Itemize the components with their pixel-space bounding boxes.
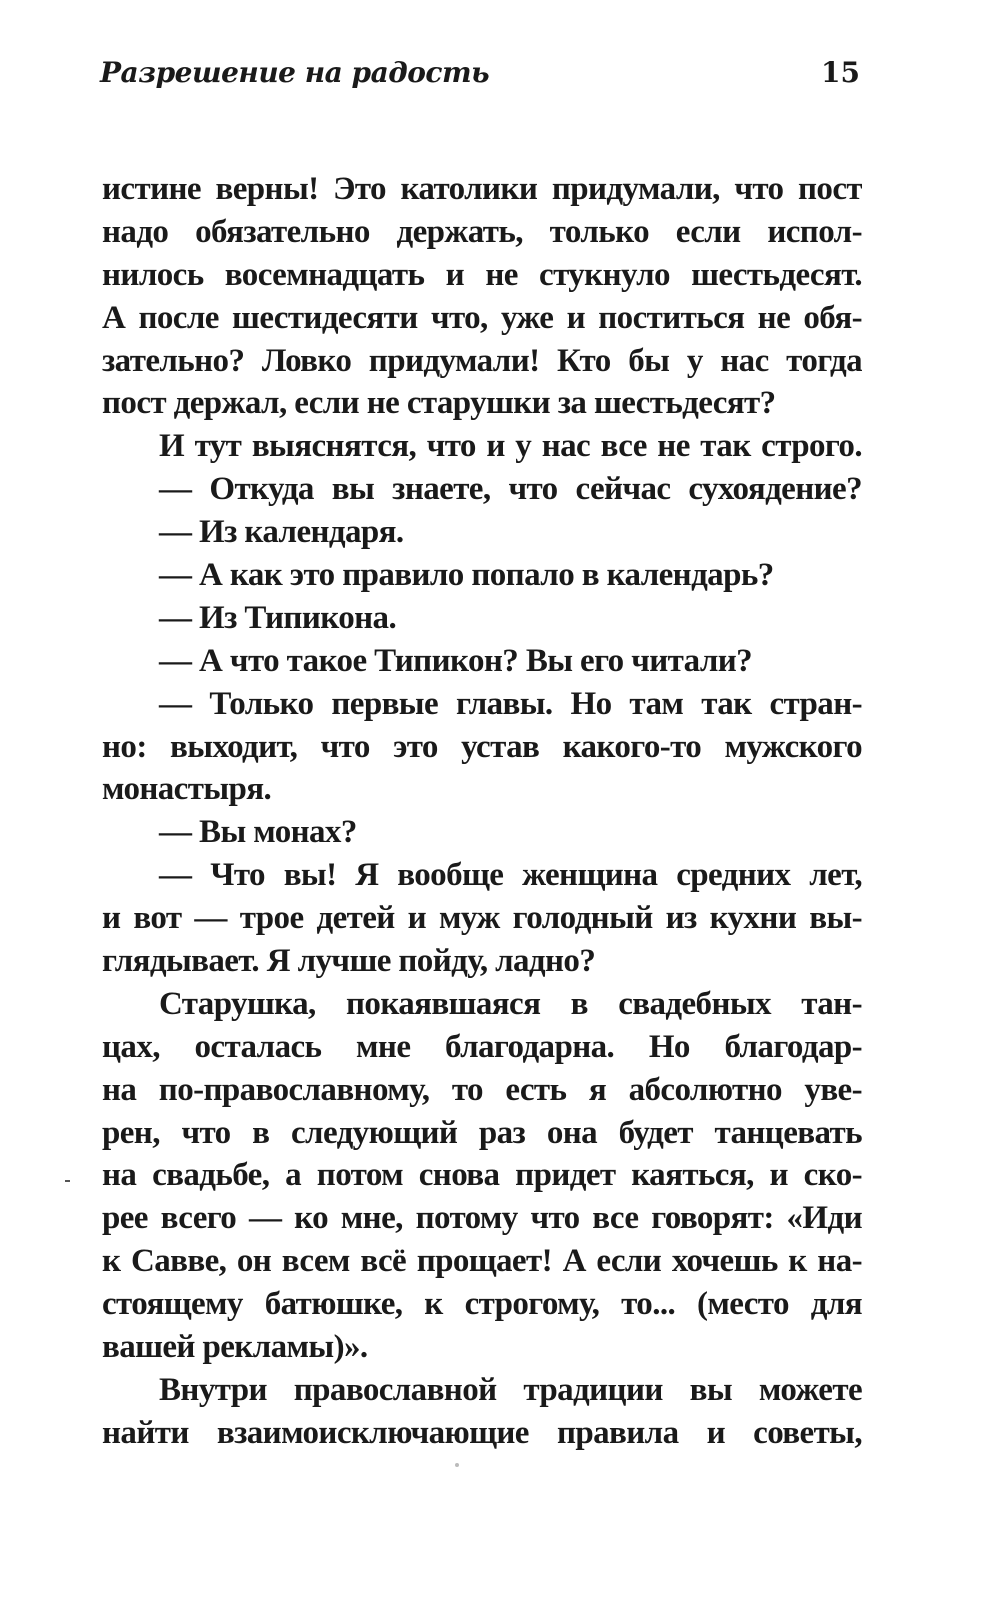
margin-mark: [65, 1180, 70, 1182]
body-text: [102, 168, 862, 1455]
text-line: истине верны! Это католики придумали, что пост: [102, 171, 862, 207]
text-line: на свадьбе, а потом снова придет каяться, и ско-: [102, 1157, 862, 1194]
text-line: А после шестидесяти что, уже и поститься не обя-: [102, 299, 862, 336]
text-line: И тут выяснятся, что и у нас все не так строго.: [159, 428, 862, 465]
running-title: Разрешение на радость: [100, 56, 490, 89]
text-line: Старушка, покаявшаяся в свадебных тан-: [159, 985, 862, 1022]
text-line: зательно? Ловко придумали! Кто бы у нас тогда: [102, 342, 862, 379]
print-speck: [455, 1463, 459, 1467]
text-line: найти взаимоисключающие правила и советы,: [102, 1414, 862, 1451]
text-line: и вот — трое детей и муж голодный из кухни вы-: [102, 900, 862, 937]
text-line: — Только первые главы. Но там так стран-: [159, 685, 862, 722]
text-line: но: выходит, что это устав какого-то мужского: [102, 728, 862, 765]
text-line: — Откуда вы знаете, что сейчас сухоядение?: [159, 471, 862, 508]
text-line: монастыря.: [102, 771, 272, 808]
text-line: — А что такое Типикон? Вы его читали?: [159, 642, 753, 679]
text-line: — Из Типикона.: [159, 599, 397, 636]
text-line: стоящему батюшке, к строгому, то... (место для: [102, 1286, 862, 1323]
text-line: рее всего — ко мне, потому что все говорят: «Иди: [102, 1200, 862, 1237]
text-line: пост держал, если не старушки за шестьдесят?: [102, 385, 776, 422]
text-line: рен, что в следующий раз она будет танцевать: [102, 1114, 862, 1151]
text-line: на по-православному, то есть я абсолютно уве-: [102, 1071, 862, 1108]
text-line: — Вы монах?: [159, 814, 357, 851]
text-line: — Что вы! Я вообще женщина средних лет,: [159, 857, 862, 894]
text-line: вашей рекламы)».: [102, 1329, 368, 1366]
text-line: — Из календаря.: [159, 514, 404, 551]
text-line: цах, осталась мне благодарна. Но благодар-: [102, 1028, 862, 1065]
page-header: [100, 56, 860, 106]
text-line: глядывает. Я лучше пойду, ладно?: [102, 943, 596, 980]
text-line: нилось восемнадцать и не стукнуло шестьдесят.: [102, 256, 862, 293]
text-line: — А как это правило попало в календарь?: [159, 557, 774, 594]
text-line: к Савве, он всем всё прощает! А если хочешь к на-: [102, 1243, 862, 1280]
page-number: 15: [821, 56, 860, 89]
text-line: Внутри православной традиции вы можете: [159, 1371, 862, 1408]
text-line: надо обязательно держать, только если испол-: [102, 213, 862, 250]
